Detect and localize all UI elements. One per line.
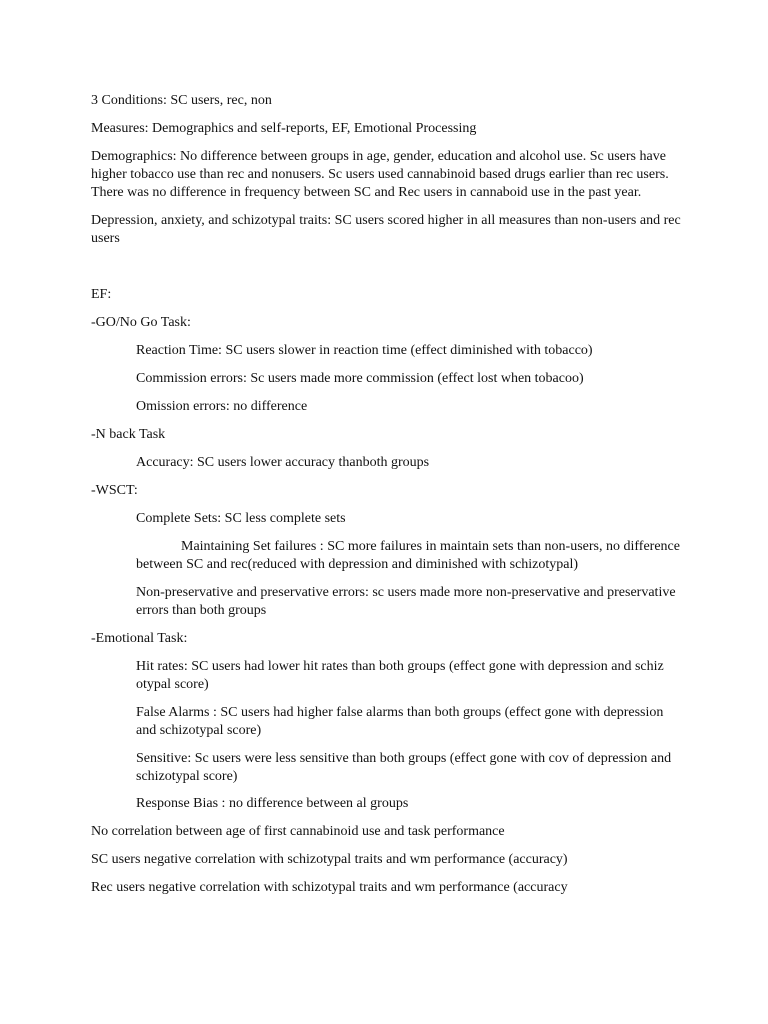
demographics-paragraph: Demographics: No difference between groups in age, gender, education and alcohol use. Sc users have higher tobacco use than rec and nonusers. Sc users used cannabinoid based drugs earlier than rec users. There was no difference in frequency between SC and Rec users in cannaboid use in the past year. — [91, 149, 669, 200]
sensitive-item: Sensitive: Sc users were less sensitive than both groups (effect gone with cov of depression and schizotypal score) — [136, 751, 672, 784]
depression-paragraph: Depression, anxiety, and schizotypal traits: SC users scored higher in all measures than non-users and rec users — [91, 213, 681, 246]
nback-heading: -N back Task — [91, 427, 166, 442]
measures-line: Measures: Demographics and self-reports, EF, Emotional Processing — [91, 121, 477, 136]
preservative-item: Non-preservative and preservative errors: sc users made more non-preservative and preservative errors than both groups — [136, 585, 676, 618]
correlation-sc-line: SC users negative correlation with schizotypal traits and wm performance (accuracy) — [91, 852, 568, 867]
correlation-rec-line: Rec users negative correlation with schizotypal traits and wm performance (accuracy — [91, 880, 568, 895]
complete-sets-item: Complete Sets: SC less complete sets — [136, 511, 346, 526]
maintaining-item: Maintaining Set failures : SC more failures in maintain sets than non-users, no difference between SC and rec(reduced with depression and diminished with schizotypal) — [136, 539, 680, 572]
conditions-line: 3 Conditions: SC users, rec, non — [91, 93, 272, 108]
correlation-age-line: No correlation between age of first cannabinoid use and task performance — [91, 824, 505, 839]
emotional-heading: -Emotional Task: — [91, 631, 188, 646]
hit-rates-item: Hit rates: SC users had lower hit rates than both groups (effect gone with depression and schiz otypal score) — [136, 659, 664, 692]
omission-item: Omission errors: no difference — [136, 399, 308, 414]
wsct-heading: -WSCT: — [91, 483, 138, 498]
ef-heading: EF: — [91, 287, 112, 302]
false-alarms-item: False Alarms : SC users had higher false alarms than both groups (effect gone with depression and schizotypal score) — [136, 705, 664, 738]
reaction-time-item: Reaction Time: SC users slower in reaction time (effect diminished with tobacco) — [136, 343, 593, 358]
accuracy-item: Accuracy: SC users lower accuracy thanboth groups — [136, 455, 430, 470]
commission-item: Commission errors: Sc users made more commission (effect lost when tobacoo) — [136, 371, 584, 386]
gonogo-heading: -GO/No Go Task: — [91, 315, 191, 330]
response-bias-item: Response Bias : no difference between al groups — [136, 796, 409, 811]
